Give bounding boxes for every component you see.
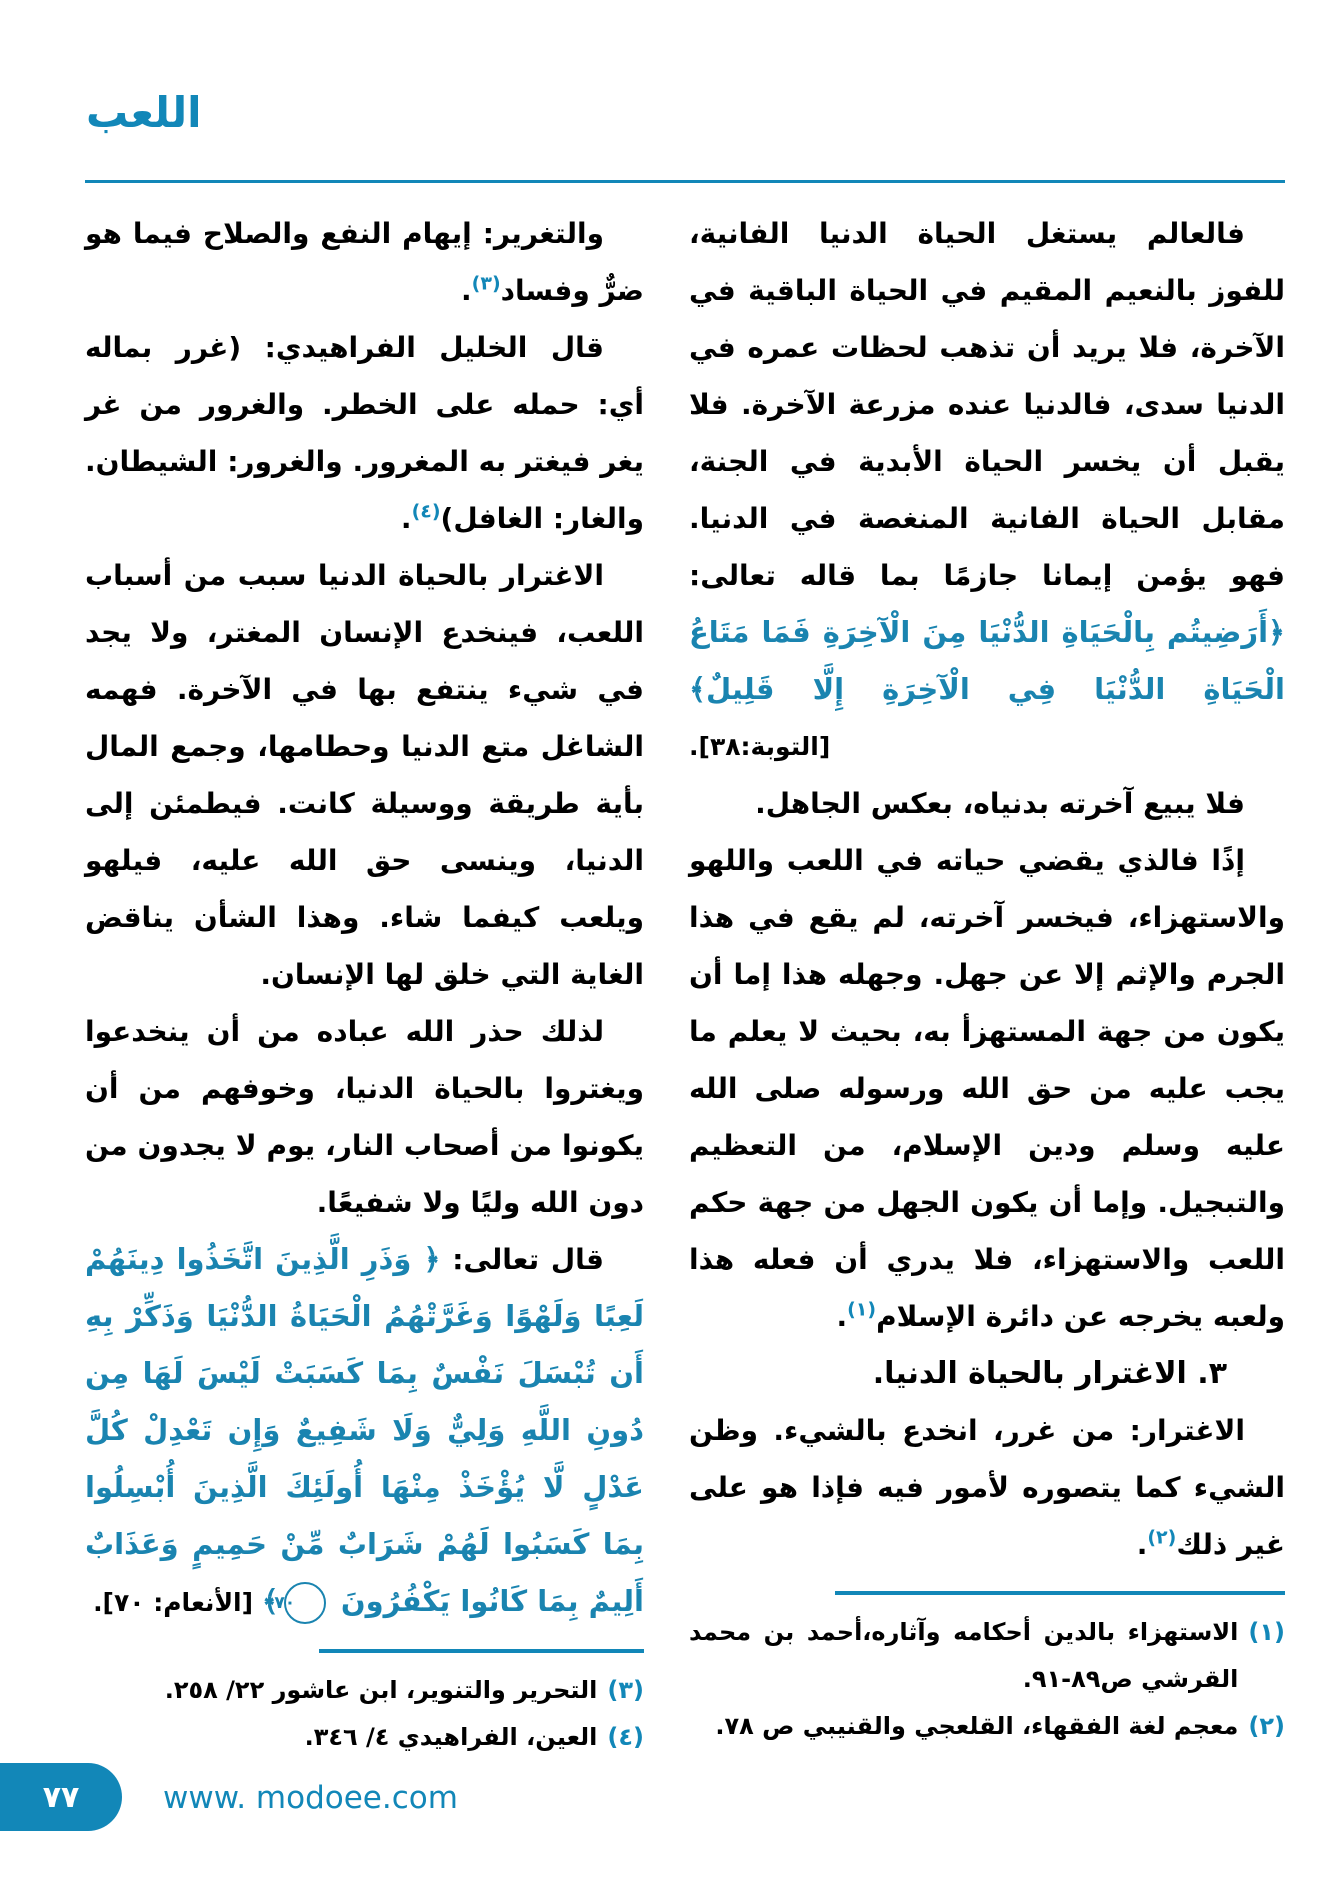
paragraph [689,832,1285,1345]
paragraph [689,205,1285,718]
quran-text: ﴾ [261,1584,279,1618]
footnotes [85,1667,644,1761]
footnote-marker: (٢) [1248,1712,1285,1740]
page-number: ٧٧ [42,1779,80,1815]
column-left [85,205,644,1761]
column-right [689,205,1285,1761]
body-text: إذًا فالذي يقضي حياته في اللعب واللهو والاستهزاء، فيخسر آخرته، لم يقع في هذا الجرم والإثم إلا عن جهل. وجهله هذا إما أن يكون من جهة المستهزأ به، بحيث لا يعلم ما يجب عليه من حق الله ورسوله صلى الله عليه وسلم ودين الإسلام، من التعظيم والتبجيل. وإما أن يكون الجهل من جهة حكم اللعب والاستهزاء، فلا يدري أن فعله هذا ولعبه يخرجه عن دائرة الإسلام [689,844,1285,1333]
footnote-text: معجم لغة الفقهاء، القلعجي والقنيبي ص ٧٨. [715,1712,1239,1740]
verse-citation: [التوبة:٣٨]. [689,732,831,761]
quran-text: ﴿ وَذَرِ الَّذِينَ اتَّخَذُوا دِينَهُمْ لَعِبًا وَلَهْوًا وَغَرَّتْهُمُ الْحَيَاةُ الدُّنْيَا وَذَكِّرْ بِهِ أَن تُبْسَلَ نَفْسٌ بِمَا كَسَبَتْ لَيْسَ لَهَا مِن دُونِ اللَّهِ وَلِيٌّ وَلَا شَفِيعٌ وَإِن تَعْدِلْ كُلَّ عَدْلٍ لَّا يُؤْخَذْ مِنْهَا أُولَئِكَ الَّذِينَ أُبْسِلُوا بِمَا كَسَبُوا لَهُمْ شَرَابٌ مِّنْ حَمِيمٍ وَعَذَابٌ أَلِيمٌ بِمَا كَانُوا يَكْفُرُونَ [85,1242,644,1618]
text-columns [85,205,1285,1761]
footnote-text: التحرير والتنوير، ابن عاشور ٢٢/ ٢٥٨. [164,1676,598,1704]
page-number-pill [0,1763,122,1831]
footnote-marker: (٣) [607,1676,644,1704]
footnote-ref: (١) [847,1298,877,1321]
footnote-ref: (٤) [411,500,441,523]
column-body [85,205,644,1631]
paragraph [85,1003,644,1231]
footnote-marker: (١) [1248,1618,1285,1646]
footnote-marker: (٤) [607,1723,644,1751]
verse-citation: [الأنعام: ٧٠]. [93,1588,262,1617]
paragraph [85,319,644,547]
column-body [689,205,1285,1573]
quran-text: ﴿أَرَضِيتُم بِالْحَيَاةِ الدُّنْيَا مِنَ الْآخِرَةِ فَمَا مَتَاعُ الْحَيَاةِ الدُّنْيَا فِي الْآخِرَةِ إِلَّا قَلِيلٌ﴾ [689,615,1285,706]
footnote [85,1714,644,1761]
section-heading [689,1345,1285,1402]
body-text: الاغترار بالحياة الدنيا سبب من أسباب اللعب، فينخدع الإنسان المغتر، ولا يجد في شيء ينتفع بها في الآخرة. فهمه الشاغل متع الدنيا وحطامها، وجمع المال بأية طريقة ووسيلة كانت. فيطمئن إلى الدنيا، وينسى حق الله عليه، فيلهو ويلعب كيفما شاء. وهذا الشأن يناقض الغاية التي خلق لها الإنسان. [85,559,644,991]
footnote [85,1667,644,1714]
body-text: فلا يبيع آخرته بدنياه، بعكس الجاهل. [755,787,1245,820]
paragraph [85,547,644,1003]
paragraph [689,1402,1285,1573]
website-url: www. modoee.com [163,1780,458,1816]
footnote [689,1703,1285,1750]
footnote-ref: (٣) [471,272,501,295]
body-text: قال الخليل الفراهيدي: (غرر بماله أي: حمله على الخطر. والغرور من غر يغر فيغتر به المغرور. والغرور: الشيطان. والغار: الغافل) [85,331,644,535]
footnote-ref: (٢) [1147,1526,1177,1549]
footnotes [689,1609,1285,1750]
body-text: قال تعالى: [440,1243,604,1276]
body-text: ٣. الاغترار بالحياة الدنيا. [872,1356,1227,1391]
paragraph [85,205,644,319]
footnote-text: الاستهزاء بالدين أحكامه وآثاره،أحمد بن محمد القرشي ص٨٩-٩١. [689,1618,1239,1693]
body-text: الاغترار: من غرر، انخدع بالشيء. وظن الشيء كما يتصوره لأمور فيه فإذا هو على غير ذلك [689,1414,1285,1561]
footnote [689,1609,1285,1703]
paragraph [85,1231,644,1631]
verse-citation-line [689,718,1285,775]
body-text: فالعالم يستغل الحياة الدنيا الفانية، للفوز بالنعيم المقيم في الحياة الباقية في الآخرة، فلا يريد أن تذهب لحظات عمره في الدنيا سدى، فالدنيا عنده مزرعة الآخرة. فلا يقبل أن يخسر الحياة الأبدية في الجنة، مقابل الحياة الفانية المنغصة في الدنيا. فهو يؤمن إيمانا جازمًا بما قاله تعالى: [689,217,1285,592]
body-text: . [1136,1528,1148,1561]
body-text: والتغرير: إيهام النفع والصلاح فيما هو ضرٌّ وفساد [85,217,644,307]
body-text: لذلك حذر الله عباده من أن ينخدعوا ويغتروا بالحياة الدنيا، وخوفهم من أن يكونوا من أصحاب النار، يوم لا يجدون من دون الله وليًا ولا شفيعًا. [85,1015,644,1219]
ayah-number-ornament: ٧٠ [284,1582,326,1624]
footnote-separator [319,1649,644,1653]
footnote-text: العين، الفراهيدي ٤/ ٣٤٦. [304,1723,598,1751]
paragraph [689,775,1285,832]
body-text: . [461,274,472,307]
page-header-title: اللعب [86,88,202,137]
body-text: . [400,502,412,535]
header-rule [85,180,1285,183]
body-text: . [836,1300,848,1333]
footnote-separator [835,1591,1285,1595]
